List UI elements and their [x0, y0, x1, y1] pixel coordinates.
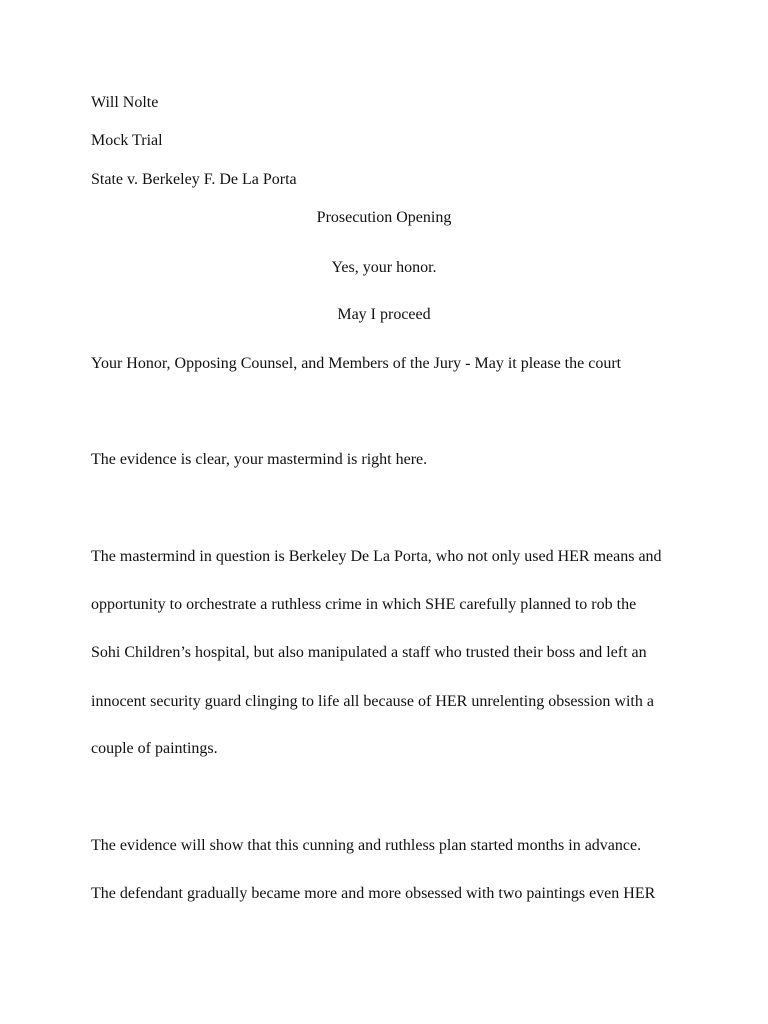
document-title: Prosecution Opening — [316, 209, 452, 226]
paragraph-3-line-2: The defendant gradually became more and more obsessed with two paintings even HER — [91, 885, 656, 902]
paragraph-2-line-1: The mastermind in question is Berkeley De La Porta, who not only used HER means and — [91, 548, 662, 565]
court-address: Your Honor, Opposing Counsel, and Members of the Jury - May it please the court — [91, 355, 622, 372]
intro-line-2: May I proceed — [337, 306, 431, 323]
paragraph-1: The evidence is clear, your mastermind is right here. — [91, 451, 428, 468]
intro-line-1: Yes, your honor. — [331, 259, 437, 276]
author-name: Will Nolte — [91, 94, 159, 111]
paragraph-2-line-4: innocent security guard clinging to life all because of HER unrelenting obsession with a — [91, 693, 654, 710]
paragraph-2-line-2: opportunity to orchestrate a ruthless crime in which SHE carefully planned to rob the — [91, 596, 637, 613]
paragraph-2-line-3: Sohi Children’s hospital, but also manipulated a staff who trusted their boss and left an — [91, 644, 647, 661]
course-name: Mock Trial — [91, 132, 163, 149]
paragraph-2-line-5: couple of paintings. — [91, 740, 218, 757]
paragraph-3-line-1: The evidence will show that this cunning and ruthless plan started months in advance. — [91, 837, 642, 854]
case-title: State v. Berkeley F. De La Porta — [91, 171, 297, 188]
